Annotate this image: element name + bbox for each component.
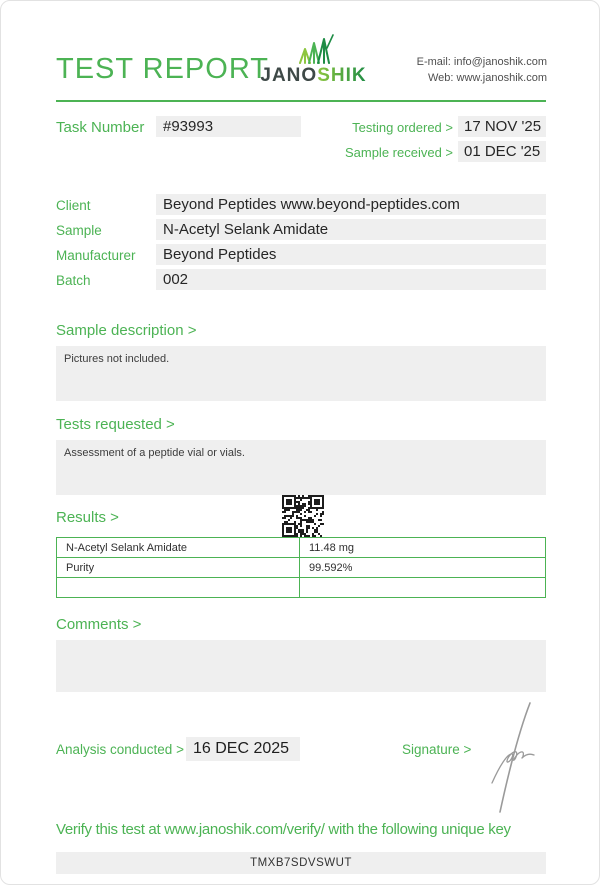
batch-value: 002 — [156, 269, 546, 290]
manufacturer-value: Beyond Peptides — [156, 244, 546, 265]
tests-requested-box: Assessment of a peptide vial or vials. — [56, 440, 546, 495]
chart-peaks-icon — [292, 34, 336, 64]
table-row — [57, 578, 546, 598]
testing-ordered-value: 17 NOV '25 — [458, 116, 546, 137]
contact-email: E-mail: info@janoshik.com — [416, 56, 547, 68]
analysis-conducted-label: Analysis conducted > — [56, 742, 184, 757]
tests-requested-heading: Tests requested > — [56, 416, 175, 433]
results-heading: Results > — [56, 509, 119, 526]
testing-ordered-label: Testing ordered > — [352, 120, 453, 135]
result-analyte-cell: N-Acetyl Selank Amidate — [57, 538, 300, 558]
table-row — [57, 538, 546, 558]
logo-text-shik: SHIK — [317, 65, 367, 86]
sample-received-label: Sample received > — [344, 145, 453, 160]
contact-web: Web: www.janoshik.com — [427, 72, 547, 84]
unique-key-value: TMXB7SDVSWUT — [56, 852, 546, 874]
header-divider — [56, 100, 546, 102]
client-label: Client — [56, 198, 91, 213]
result-amount-cell: 11.48 mg — [300, 538, 546, 558]
signature-scribble — [478, 697, 554, 815]
qr-code-icon — [282, 495, 324, 537]
result-purity-value-cell: 99.592% — [300, 558, 546, 578]
signature-label: Signature > — [402, 742, 472, 757]
sample-received-value: 01 DEC '25 — [458, 141, 546, 162]
sample-description-heading: Sample description > — [56, 322, 197, 339]
page-title: TEST REPORT — [56, 53, 269, 85]
result-purity-label-cell: Purity — [57, 558, 300, 578]
verify-instructions: Verify this test at www.janoshik.com/verify/ with the following unique key — [56, 821, 511, 838]
results-table — [56, 537, 546, 598]
task-number-value: #93993 — [156, 116, 301, 137]
task-number-label: Task Number — [56, 119, 145, 136]
manufacturer-label: Manufacturer — [56, 248, 136, 263]
sample-value: N-Acetyl Selank Amidate — [156, 219, 546, 240]
table-row — [57, 558, 546, 578]
comments-box — [56, 640, 546, 692]
analysis-date-value: 16 DEC 2025 — [186, 737, 300, 761]
sample-description-box: Pictures not included. — [56, 346, 546, 401]
client-value: Beyond Peptides www.beyond-peptides.com — [156, 194, 546, 215]
logo-text-jano: JANO — [260, 65, 318, 86]
sample-label: Sample — [56, 223, 102, 238]
result-empty-cell — [300, 578, 546, 598]
result-empty-cell — [57, 578, 300, 598]
janoshik-logo — [251, 34, 376, 87]
comments-heading: Comments > — [56, 616, 142, 633]
batch-label: Batch — [56, 273, 91, 288]
logo-wordmark — [251, 65, 376, 87]
contact-info — [417, 54, 547, 86]
